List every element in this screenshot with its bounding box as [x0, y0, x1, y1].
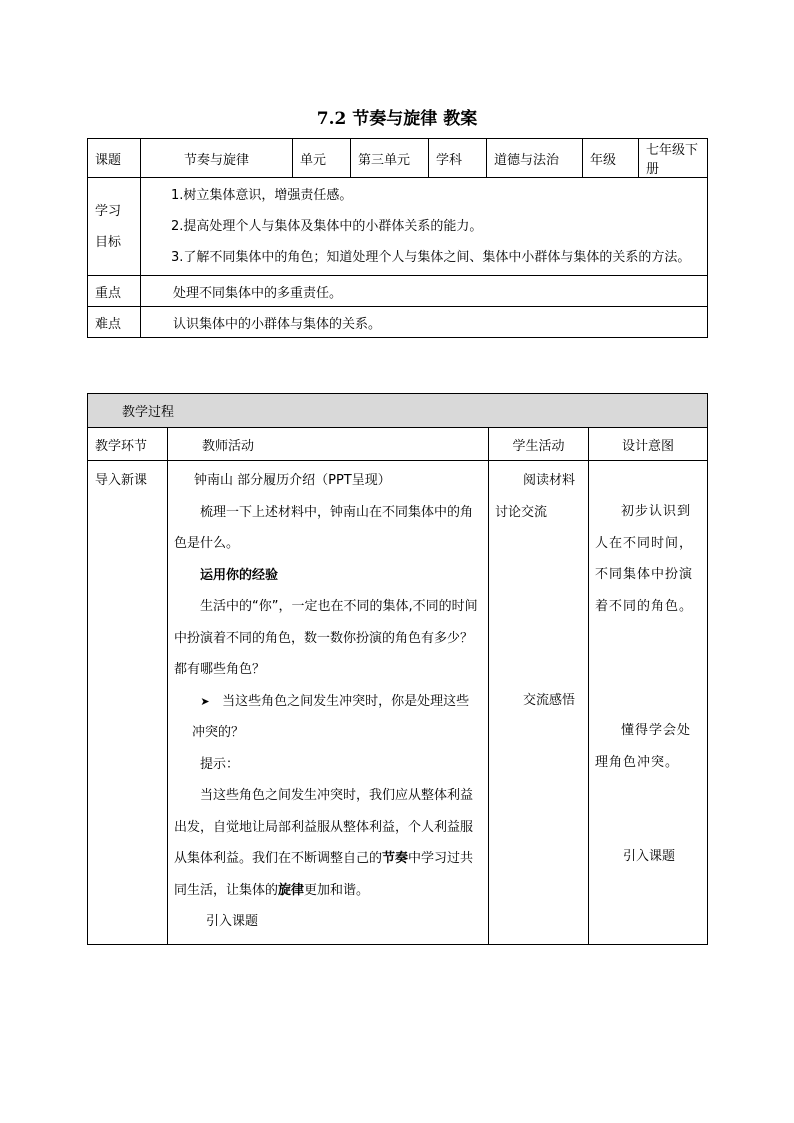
- section-title: 教学过程: [88, 394, 708, 428]
- design-intent: 初步认识到人在不同时间，不同集体中扮演着不同的角色。: [595, 504, 694, 614]
- key-label: 重点: [88, 276, 141, 307]
- design-intent: 懂得学会处理角色冲突。: [595, 723, 692, 770]
- process-body-row: [88, 461, 708, 945]
- stage-cell: 导入新课: [88, 461, 168, 945]
- teacher-text: 当这些角色之间发生冲突时，我们应从整体利益出发，自觉地让局部利益服从整体利益，个人利益服从集体利益。我们在不断调整自己的: [174, 788, 474, 866]
- teacher-para: 提示：: [200, 756, 240, 772]
- key-row: [88, 276, 708, 307]
- goals-row: [88, 178, 708, 276]
- process-header-row: [88, 394, 708, 428]
- unit-label: 单元: [293, 139, 351, 178]
- student-activity: 阅读材料: [523, 473, 576, 488]
- teacher-text: 更加和谐。: [304, 882, 370, 898]
- goals-content: [141, 178, 708, 276]
- grade-label: 年级: [583, 139, 639, 178]
- teacher-para: 梳理一下上述材料中，钟南山在不同集体中的角色是什么。: [174, 504, 474, 551]
- teacher-activity-cell: [168, 461, 489, 945]
- info-row: [88, 139, 708, 178]
- goals-label-line-2: 目标: [95, 234, 122, 250]
- student-activity: 交流感悟: [523, 693, 576, 708]
- teacher-question: 当这些角色之间发生冲突时，你是处理这些冲突的？: [192, 693, 470, 740]
- goal-item: 1.树立集体意识，增强责任感。: [171, 188, 353, 203]
- teacher-para: 生活中的“你”，一定也在不同的集体,不同的时间中扮演着不同的角色，数一数你扮演的角色有多少？都有哪些角色？: [174, 599, 478, 677]
- subject-label: 学科: [429, 139, 487, 178]
- teacher-header: 教师活动: [168, 428, 489, 461]
- teacher-para: 钟南山 部分履历介绍（PPT呈现）: [194, 473, 391, 488]
- goals-label: [88, 178, 141, 276]
- teacher-bullet-para: [174, 686, 480, 749]
- student-header: 学生活动: [489, 428, 589, 461]
- difficulty-label: 难点: [88, 307, 141, 338]
- column-header-row: [88, 428, 708, 461]
- process-table: [87, 393, 708, 945]
- arrow-bullet-icon: ➤: [200, 694, 210, 708]
- goal-item: 2.提高处理个人与集体及集体中的小群体关系的能力。: [171, 219, 483, 234]
- difficulty-value: 认识集体中的小群体与集体的关系。: [141, 307, 708, 338]
- subject-value: 道德与法治: [487, 139, 583, 178]
- unit-value: 第三单元: [351, 139, 429, 178]
- page-title: 7.2 节奏与旋律 教案: [316, 109, 478, 129]
- keyword-rhythm: 节奏: [382, 851, 409, 866]
- difficulty-row: [88, 307, 708, 338]
- teacher-para: [174, 780, 480, 906]
- design-header: 设计意图: [589, 428, 708, 461]
- grade-value: 七年级下册: [639, 139, 708, 178]
- keyword-melody: 旋律: [278, 882, 305, 898]
- topic-label: 课题: [88, 139, 141, 178]
- stage-header: 教学环节: [88, 428, 168, 461]
- teacher-subheading: 运用你的经验: [200, 567, 279, 583]
- key-value: 处理不同集体中的多重责任。: [141, 276, 708, 307]
- goals-label-line-1: 学习: [95, 203, 122, 219]
- topic-value: 节奏与旋律: [141, 139, 293, 178]
- student-activity: 讨论交流: [495, 504, 548, 520]
- student-activity-cell: [489, 461, 589, 945]
- goal-item: 3.了解不同集体中的角色；知道处理个人与集体之间、集体中小群体与集体的关系的方法。: [171, 250, 691, 265]
- teacher-para: 引入课题: [206, 914, 259, 929]
- teacher-text: 中学习过共同生活，让集体的: [174, 851, 474, 898]
- design-intent-cell: [589, 461, 708, 945]
- info-table: [87, 138, 708, 338]
- design-intent: 引入课题: [623, 849, 676, 864]
